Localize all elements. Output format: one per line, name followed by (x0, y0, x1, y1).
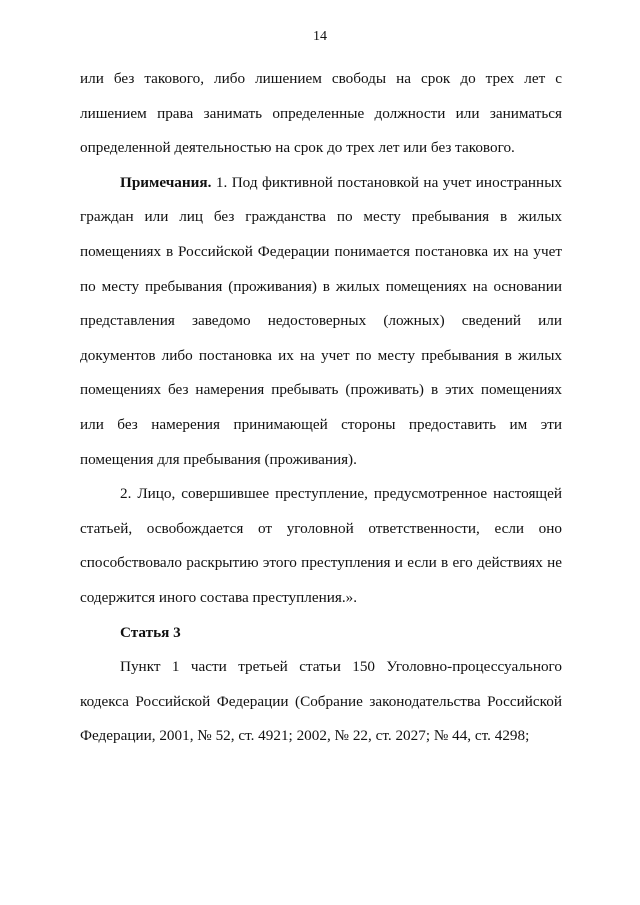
paragraph-note-2: 2. Лицо, совершившее преступление, предусмотренное настоящей статьей, освобождается от уголовной ответственности, если оно способствовало раскрытию этого преступления и если в его действиях не содержится иного состава преступления.». (80, 485, 562, 606)
note-label: Примечания. (120, 173, 212, 191)
paragraph-article-3: Пункт 1 части третьей статьи 150 Уголовно-процессуального кодекса Российской Федерации (Собрание законодательства Российской Федерации, 2001, № 52, ст. 4921; 2002, № 22, ст. 2027; № 44, ст. 4298; (80, 658, 562, 745)
note-1-text: 1. Под фиктивной постановкой на учет иностранных граждан или лиц без гражданства по месту пребывания в жилых помещениях в Российской Федерации понимается постановка их на учет по месту пребывания (проживания) в жилых помещениях на основании представления заведомо недостоверных (ложных) сведений или документов либо постановка их на учет по месту пребывания в жилых помещениях без намерения пребывать (проживать) в этих помещениях или без намерения принимающей стороны предоставить им эти помещения для пребывания (проживания). (80, 173, 562, 468)
article-heading: Статья 3 (120, 623, 181, 641)
document-body (80, 62, 562, 754)
paragraph-continuation: или без такового, либо лишением свободы на срок до трех лет с лишением права занимать определенные должности или заниматься определенной деятельностью на срок до трех лет или без такового. (80, 70, 562, 157)
paragraph-note-1 (80, 166, 562, 477)
page-number: 14 (313, 29, 327, 44)
